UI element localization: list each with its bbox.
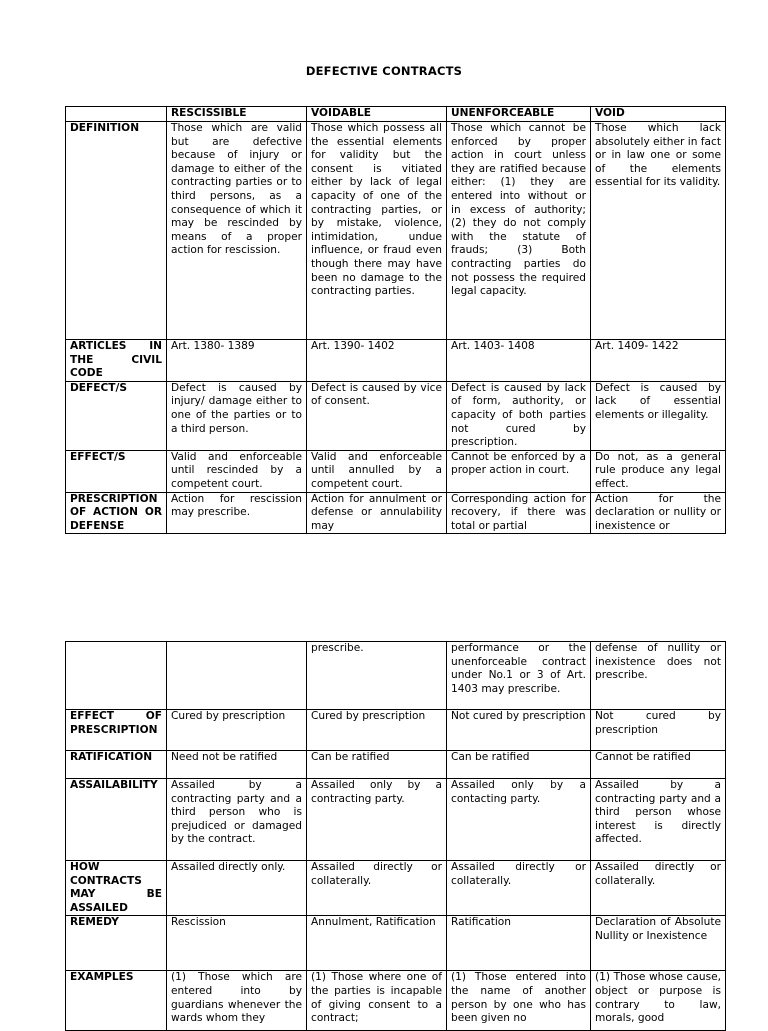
table-cell: (1) Those whose cause, object or purpose is contrary to law, morals, good — [591, 971, 726, 1031]
row-label-defects: DEFECT/S — [66, 381, 167, 450]
row-label-remedy: REMEDY — [66, 916, 167, 971]
table-cell: Cured by prescription — [307, 710, 447, 751]
column-header-unenforceable: UNENFORCEABLE — [447, 107, 591, 122]
row-label-continued — [66, 642, 167, 710]
row-label-assailability: ASSAILABILITY — [66, 779, 167, 861]
table-cell: Those which cannot be enforced by proper action in court unless they are ratified because either: (1) they are entered into without or in excess of authority; (2) they do not comply with the statute of frauds; (3) Both contracting parties do not possess the required legal capacity. — [447, 122, 591, 340]
table-cell: Not cured by prescription — [591, 710, 726, 751]
table-row — [66, 861, 726, 916]
row-label-effects: EFFECT/S — [66, 450, 167, 492]
table-cell: Rescission — [167, 916, 307, 971]
table-row — [66, 642, 726, 710]
column-header-voidable: VOIDABLE — [307, 107, 447, 122]
table-cell: Annulment, Ratification — [307, 916, 447, 971]
table-cell: Assailed by a contracting party and a third person who is prejudiced or damaged by the contract. — [167, 779, 307, 861]
table-row — [66, 381, 726, 450]
table-cell: Assailed by a contracting party and a third person whose interest is directly affected. — [591, 779, 726, 861]
table-cell: Can be ratified — [307, 751, 447, 779]
table-cell: prescribe. — [307, 642, 447, 710]
table-cell: (1) Those where one of the parties is incapable of giving consent to a contract; — [307, 971, 447, 1031]
defective-contracts-table-part-1 — [65, 106, 726, 534]
table-cell: Defect is caused by vice of consent. — [307, 381, 447, 450]
row-label-how-assailed: HOW CONTRACTS MAY BE ASSAILED — [66, 861, 167, 916]
table-cell: Art. 1380- 1389 — [167, 340, 307, 382]
table-cell: defense of nullity or inexistence does not prescribe. — [591, 642, 726, 710]
table-row — [66, 122, 726, 340]
header-row — [66, 107, 726, 122]
table-row — [66, 340, 726, 382]
table-row — [66, 751, 726, 779]
table-cell: (1) Those which are entered into by guardians whenever the wards whom they — [167, 971, 307, 1031]
table-row — [66, 492, 726, 534]
table-cell: Do not, as a general rule produce any legal effect. — [591, 450, 726, 492]
row-label-prescription: PRESCRIPTION OF ACTION OR DEFENSE — [66, 492, 167, 534]
row-label-examples: EXAMPLES — [66, 971, 167, 1031]
corner-cell — [66, 107, 167, 122]
column-header-rescissible: RESCISSIBLE — [167, 107, 307, 122]
table-cell: Action for the declaration or nullity or inexistence or — [591, 492, 726, 534]
table-cell: Those which lack absolutely either in fact or in law one or some of the elements essential for its validity. — [591, 122, 726, 340]
row-label-ratification: RATIFICATION — [66, 751, 167, 779]
table-cell: Assailed only by a contracting party. — [307, 779, 447, 861]
table-cell — [167, 642, 307, 710]
table-cell: Can be ratified — [447, 751, 591, 779]
row-label-articles: ARTICLES IN THE CIVIL CODE — [66, 340, 167, 382]
table-cell: Need not be ratified — [167, 751, 307, 779]
table-cell: Defect is caused by lack of essential elements or illegality. — [591, 381, 726, 450]
table-cell: Those which possess all the essential elements for validity but the consent is vitiated either by lack of legal capacity of one of the contracting parties, or by mistake, violence, intimidation, undue influence, or fraud even though there may have been no damage to the contracting parties. — [307, 122, 447, 340]
table-cell: Art. 1390- 1402 — [307, 340, 447, 382]
table-cell: Art. 1403- 1408 — [447, 340, 591, 382]
table-cell: performance or the unenforceable contract under No.1 or 3 of Art. 1403 may prescribe. — [447, 642, 591, 710]
table-cell: Valid and enforceable until rescinded by a competent court. — [167, 450, 307, 492]
table-cell: Those which are valid but are defective because of injury or damage to either of the contracting parties or to third persons, as a consequence of which it may be rescinded by means of a proper action for rescission. — [167, 122, 307, 340]
table-cell: Cured by prescription — [167, 710, 307, 751]
row-label-effect-of-prescription: EFFECT OF PRESCRIPTION — [66, 710, 167, 751]
defective-contracts-table-part-2 — [65, 641, 726, 1031]
table-cell: Not cured by prescription — [447, 710, 591, 751]
row-label-definition: DEFINITION — [66, 122, 167, 340]
table-cell: Declaration of Absolute Nullity or Inexistence — [591, 916, 726, 971]
table-row — [66, 710, 726, 751]
table-cell: Cannot be enforced by a proper action in court. — [447, 450, 591, 492]
table-cell: Defect is caused by injury/ damage either to one of the parties or to a third person. — [167, 381, 307, 450]
table-cell: Ratification — [447, 916, 591, 971]
table-cell: Defect is caused by lack of form, authority, or capacity of both parties not cured by prescription. — [447, 381, 591, 450]
table-row — [66, 971, 726, 1031]
table-cell: Art. 1409- 1422 — [591, 340, 726, 382]
table-cell: Assailed directly or collaterally. — [307, 861, 447, 916]
table-row — [66, 779, 726, 861]
table-row — [66, 916, 726, 971]
table-cell: Assailed only by a contacting party. — [447, 779, 591, 861]
table-cell: Action for annulment or defense or annulability may — [307, 492, 447, 534]
table-cell: Corresponding action for recovery, if there was total or partial — [447, 492, 591, 534]
table-cell: Valid and enforceable until annulled by a competent court. — [307, 450, 447, 492]
column-header-void: VOID — [591, 107, 726, 122]
table-cell: Assailed directly or collaterally. — [591, 861, 726, 916]
table-cell: (1) Those entered into the name of another person by one who has been given no — [447, 971, 591, 1031]
table-cell: Assailed directly only. — [167, 861, 307, 916]
table-row — [66, 450, 726, 492]
table-cell: Cannot be ratified — [591, 751, 726, 779]
table-cell: Assailed directly or collaterally. — [447, 861, 591, 916]
table-cell: Action for rescission may prescribe. — [167, 492, 307, 534]
document-title: DEFECTIVE CONTRACTS — [305, 64, 463, 78]
